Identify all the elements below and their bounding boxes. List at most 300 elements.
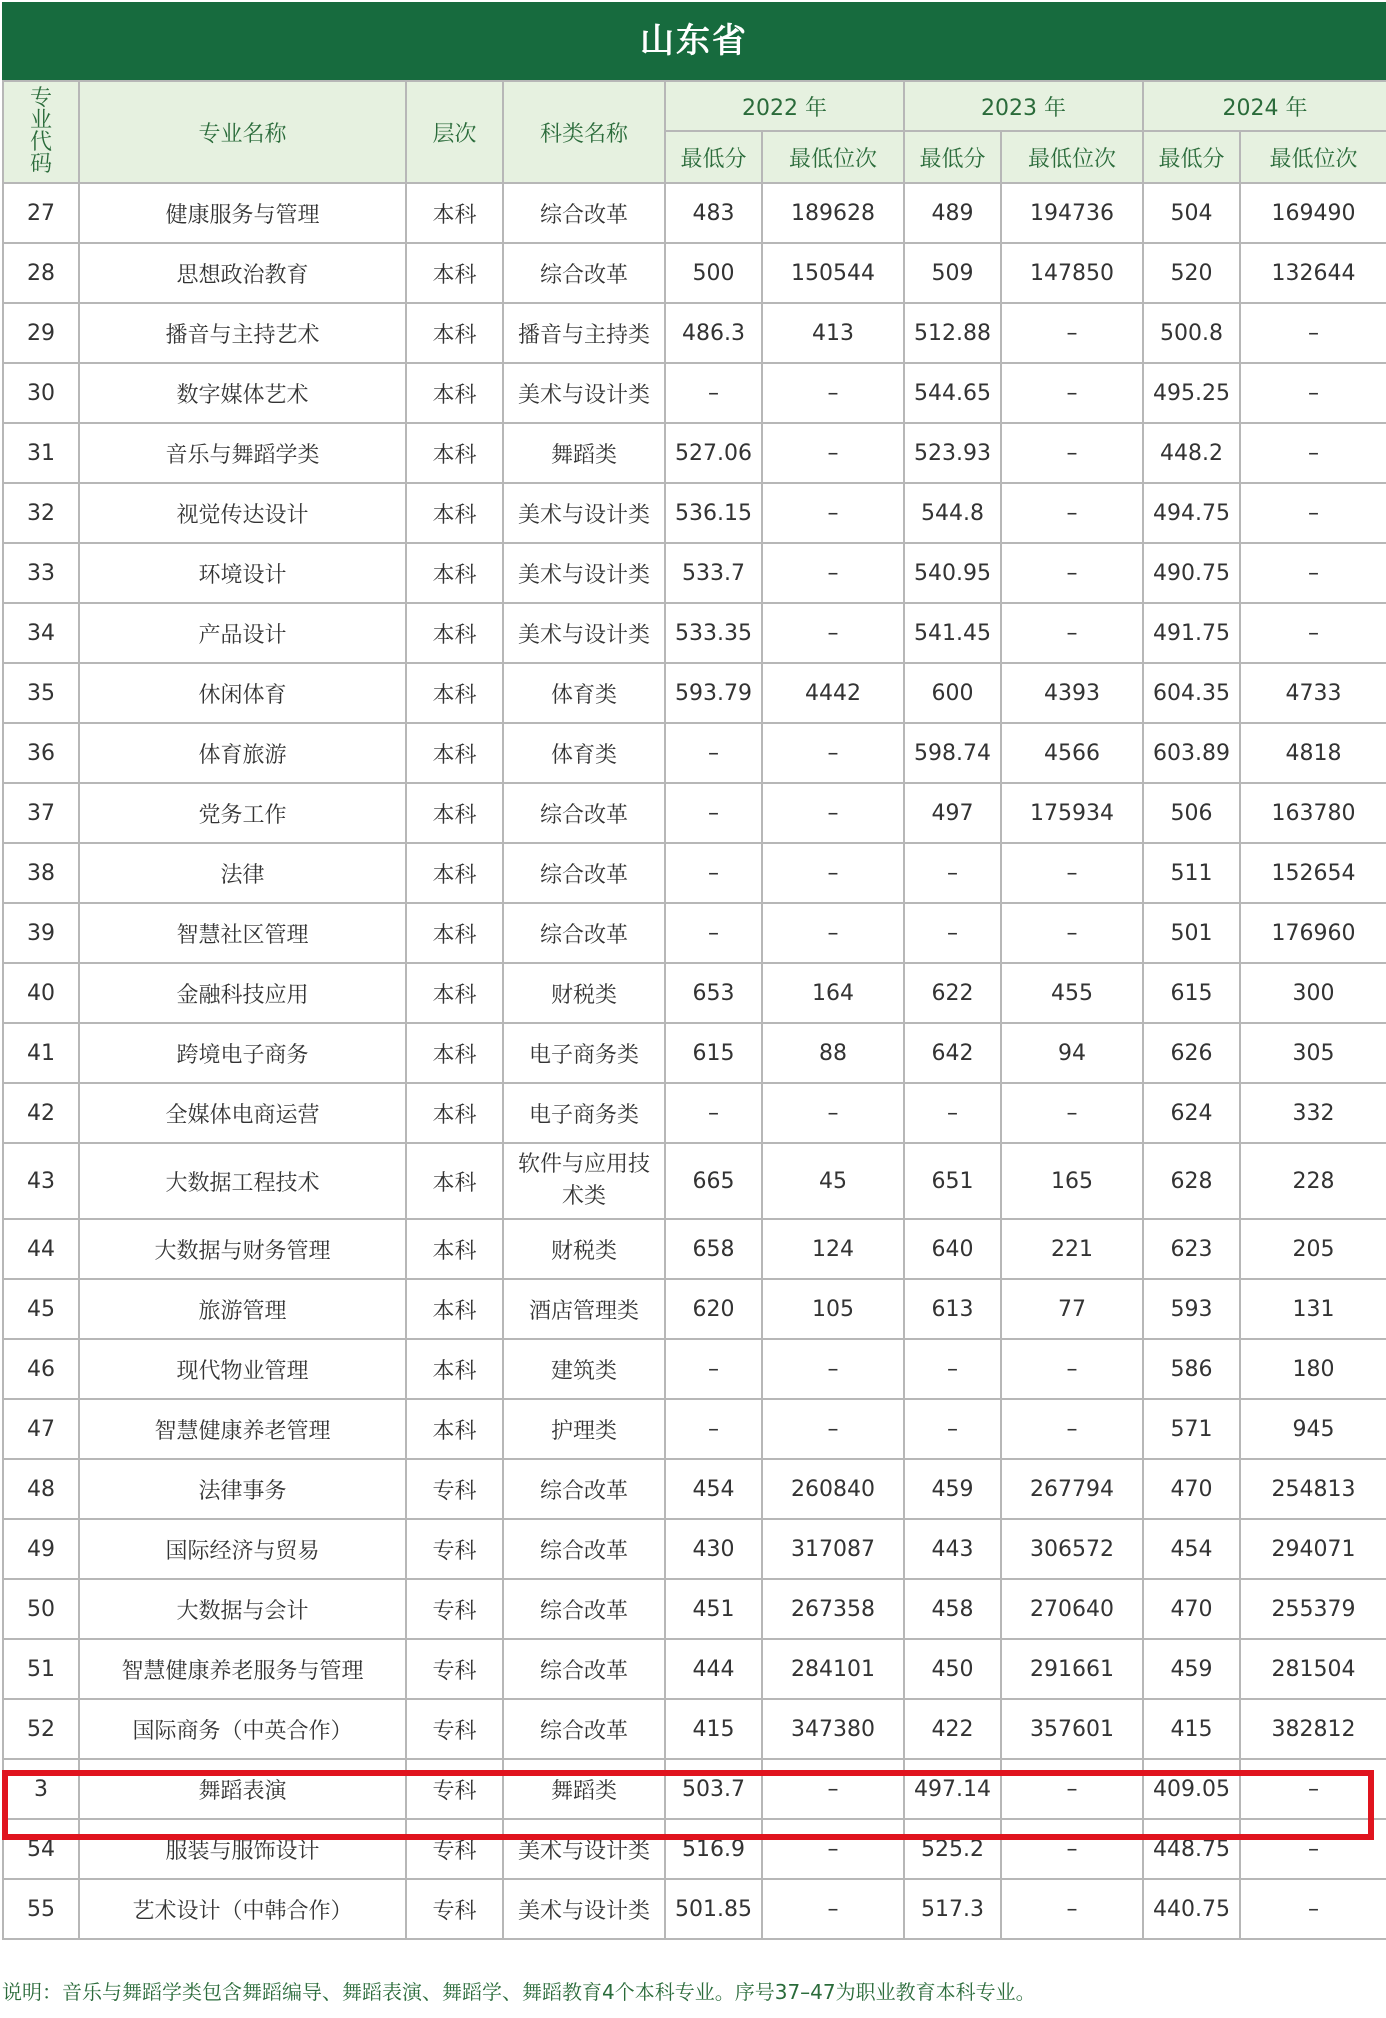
table-row [3,963,1386,1023]
cell-rank-2024: 254813 [1240,1459,1386,1519]
cell-rank-2022: 150544 [762,243,904,303]
cell-major-code: 28 [3,243,79,303]
cell-score-2023: 517.3 [904,1879,1001,1939]
table-row [3,1219,1386,1279]
cell-major-code: 27 [3,183,79,243]
cell-level: 本科 [406,423,503,483]
cell-major-code: 33 [3,543,79,603]
cell-major-name: 现代物业管理 [79,1339,406,1399]
header-year-2022: 2022 年 [665,81,904,131]
cell-category: 综合改革 [503,843,665,903]
cell-rank-2023: 291661 [1001,1639,1143,1699]
cell-score-2024: 603.89 [1143,723,1240,783]
cell-major-name: 智慧健康养老服务与管理 [79,1639,406,1699]
table-body [3,183,1386,1939]
table-row [3,603,1386,663]
cell-major-code: 39 [3,903,79,963]
cell-rank-2022: – [762,363,904,423]
cell-level: 本科 [406,843,503,903]
cell-rank-2023: 4566 [1001,723,1143,783]
cell-rank-2023: – [1001,1759,1143,1819]
cell-rank-2024: 176960 [1240,903,1386,963]
cell-score-2023: 541.45 [904,603,1001,663]
cell-rank-2022: 347380 [762,1699,904,1759]
cell-score-2023: – [904,1083,1001,1143]
cell-score-2022: 500 [665,243,762,303]
cell-major-code: 30 [3,363,79,423]
cell-score-2024: 586 [1143,1339,1240,1399]
cell-rank-2022: – [762,1339,904,1399]
table-row [3,303,1386,363]
cell-score-2022: 503.7 [665,1759,762,1819]
table-row [3,1639,1386,1699]
cell-rank-2023: – [1001,483,1143,543]
cell-rank-2024: 152654 [1240,843,1386,903]
cell-rank-2023: – [1001,1819,1143,1879]
cell-major-name: 国际经济与贸易 [79,1519,406,1579]
cell-major-code: 31 [3,423,79,483]
cell-score-2024: 615 [1143,963,1240,1023]
cell-score-2024: 511 [1143,843,1240,903]
cell-major-name: 产品设计 [79,603,406,663]
cell-major-name: 国际商务（中英合作） [79,1699,406,1759]
cell-score-2022: 665 [665,1143,762,1219]
table-row [3,1519,1386,1579]
cell-major-code: 38 [3,843,79,903]
cell-rank-2022: 284101 [762,1639,904,1699]
table-row [3,483,1386,543]
cell-rank-2023: 147850 [1001,243,1143,303]
cell-rank-2023: 270640 [1001,1579,1143,1639]
cell-rank-2024: 205 [1240,1219,1386,1279]
cell-rank-2023: 94 [1001,1023,1143,1083]
cell-rank-2024: 300 [1240,963,1386,1023]
cell-category: 电子商务类 [503,1083,665,1143]
cell-category: 播音与主持类 [503,303,665,363]
table-row [3,363,1386,423]
cell-category: 护理类 [503,1399,665,1459]
cell-major-name: 跨境电子商务 [79,1023,406,1083]
cell-rank-2023: 77 [1001,1279,1143,1339]
cell-major-code: 35 [3,663,79,723]
cell-score-2023: 443 [904,1519,1001,1579]
cell-major-name: 数字媒体艺术 [79,363,406,423]
header-min-rank: 最低位次 [1240,131,1386,183]
cell-level: 本科 [406,1023,503,1083]
cell-score-2022: – [665,783,762,843]
header-level: 层次 [406,81,503,183]
cell-score-2023: – [904,1399,1001,1459]
cell-level: 本科 [406,783,503,843]
cell-level: 本科 [406,903,503,963]
header-min-rank: 最低位次 [1001,131,1143,183]
table-row [3,1759,1386,1819]
cell-score-2024: 448.2 [1143,423,1240,483]
cell-rank-2022: – [762,843,904,903]
cell-score-2024: 501 [1143,903,1240,963]
cell-score-2024: 571 [1143,1399,1240,1459]
cell-score-2024: 623 [1143,1219,1240,1279]
cell-score-2022: 483 [665,183,762,243]
cell-score-2022: 451 [665,1579,762,1639]
cell-major-code: 54 [3,1819,79,1879]
cell-rank-2022: 267358 [762,1579,904,1639]
cell-major-code: 55 [3,1879,79,1939]
cell-major-code: 45 [3,1279,79,1339]
cell-major-name: 舞蹈表演 [79,1759,406,1819]
cell-rank-2022: 413 [762,303,904,363]
table-row [3,1083,1386,1143]
cell-score-2022: 454 [665,1459,762,1519]
cell-rank-2023: 4393 [1001,663,1143,723]
cell-rank-2022: 45 [762,1143,904,1219]
cell-level: 专科 [406,1459,503,1519]
cell-score-2022: 486.3 [665,303,762,363]
table-row [3,843,1386,903]
cell-score-2022: 658 [665,1219,762,1279]
header-major-name: 专业名称 [79,81,406,183]
table-row [3,723,1386,783]
cell-category: 体育类 [503,723,665,783]
cell-score-2022: 653 [665,963,762,1023]
cell-rank-2024: – [1240,423,1386,483]
cell-major-code: 37 [3,783,79,843]
cell-major-code: 48 [3,1459,79,1519]
cell-major-name: 音乐与舞蹈学类 [79,423,406,483]
cell-score-2024: 520 [1143,243,1240,303]
cell-rank-2023: – [1001,423,1143,483]
cell-rank-2024: 255379 [1240,1579,1386,1639]
cell-major-name: 服装与服饰设计 [79,1819,406,1879]
cell-level: 本科 [406,603,503,663]
cell-score-2023: 651 [904,1143,1001,1219]
cell-rank-2022: – [762,1759,904,1819]
header-year-2024: 2024 年 [1143,81,1386,131]
cell-score-2023: 642 [904,1023,1001,1083]
cell-rank-2022: – [762,1399,904,1459]
cell-category: 综合改革 [503,1639,665,1699]
cell-score-2023: 459 [904,1459,1001,1519]
cell-major-code: 41 [3,1023,79,1083]
cell-category: 美术与设计类 [503,543,665,603]
cell-category: 体育类 [503,663,665,723]
cell-rank-2024: – [1240,1879,1386,1939]
cell-score-2024: 604.35 [1143,663,1240,723]
cell-rank-2022: 4442 [762,663,904,723]
cell-category: 综合改革 [503,783,665,843]
cell-rank-2022: 189628 [762,183,904,243]
header-min-score: 最低分 [1143,131,1240,183]
cell-major-name: 金融科技应用 [79,963,406,1023]
table-row [3,1399,1386,1459]
cell-level: 本科 [406,483,503,543]
cell-score-2023: 497.14 [904,1759,1001,1819]
cell-rank-2022: – [762,1083,904,1143]
cell-category: 舞蹈类 [503,423,665,483]
cell-score-2023: 489 [904,183,1001,243]
cell-level: 本科 [406,663,503,723]
cell-score-2024: 500.8 [1143,303,1240,363]
cell-major-code: 34 [3,603,79,663]
cell-score-2024: 506 [1143,783,1240,843]
cell-rank-2024: 169490 [1240,183,1386,243]
cell-major-name: 大数据工程技术 [79,1143,406,1219]
cell-rank-2022: 88 [762,1023,904,1083]
cell-rank-2024: 163780 [1240,783,1386,843]
cell-score-2023: 540.95 [904,543,1001,603]
cell-rank-2024: 294071 [1240,1519,1386,1579]
header-min-score: 最低分 [904,131,1001,183]
cell-rank-2024: – [1240,603,1386,663]
cell-rank-2023: – [1001,903,1143,963]
cell-major-code: 51 [3,1639,79,1699]
cell-level: 本科 [406,243,503,303]
cell-rank-2023: 194736 [1001,183,1143,243]
cell-rank-2023: – [1001,1339,1143,1399]
cell-major-name: 健康服务与管理 [79,183,406,243]
cell-score-2022: 430 [665,1519,762,1579]
cell-major-name: 党务工作 [79,783,406,843]
cell-category: 美术与设计类 [503,483,665,543]
cell-rank-2024: 332 [1240,1083,1386,1143]
cell-rank-2023: 221 [1001,1219,1143,1279]
cell-level: 本科 [406,1143,503,1219]
cell-score-2022: 527.06 [665,423,762,483]
header-category: 科类名称 [503,81,665,183]
cell-category: 综合改革 [503,903,665,963]
cell-score-2023: 422 [904,1699,1001,1759]
cell-score-2023: 544.8 [904,483,1001,543]
cell-rank-2024: 131 [1240,1279,1386,1339]
cell-score-2023: 450 [904,1639,1001,1699]
cell-category: 美术与设计类 [503,1819,665,1879]
table-row [3,1579,1386,1639]
cell-rank-2022: – [762,603,904,663]
cell-category: 综合改革 [503,1699,665,1759]
cell-major-name: 播音与主持艺术 [79,303,406,363]
cell-major-name: 法律事务 [79,1459,406,1519]
cell-score-2022: 533.35 [665,603,762,663]
table-row [3,1459,1386,1519]
cell-score-2022: – [665,903,762,963]
cell-score-2023: 600 [904,663,1001,723]
cell-rank-2022: – [762,1819,904,1879]
cell-score-2024: 628 [1143,1143,1240,1219]
cell-major-name: 法律 [79,843,406,903]
cell-score-2024: 440.75 [1143,1879,1240,1939]
cell-major-code: 36 [3,723,79,783]
cell-major-code: 49 [3,1519,79,1579]
cell-score-2024: 491.75 [1143,603,1240,663]
table-row [3,1143,1386,1219]
cell-level: 本科 [406,1219,503,1279]
cell-rank-2022: 164 [762,963,904,1023]
cell-score-2023: – [904,903,1001,963]
cell-category: 财税类 [503,963,665,1023]
cell-score-2024: 470 [1143,1579,1240,1639]
cell-major-name: 智慧社区管理 [79,903,406,963]
cell-rank-2022: – [762,903,904,963]
cell-rank-2022: 260840 [762,1459,904,1519]
cell-score-2022: – [665,843,762,903]
cell-rank-2024: – [1240,1819,1386,1879]
cell-major-name: 旅游管理 [79,1279,406,1339]
footnote: 说明：音乐与舞蹈学类包含舞蹈编导、舞蹈表演、舞蹈学、舞蹈教育4个本科专业。序号37–47为职业教育本科专业。 [2,1980,1036,2004]
cell-category: 电子商务类 [503,1023,665,1083]
cell-score-2023: – [904,1339,1001,1399]
cell-rank-2022: – [762,483,904,543]
cell-level: 专科 [406,1579,503,1639]
cell-score-2024: 454 [1143,1519,1240,1579]
cell-level: 本科 [406,723,503,783]
cell-level: 专科 [406,1819,503,1879]
table-row [3,1879,1386,1939]
cell-rank-2023: – [1001,303,1143,363]
cell-rank-2024: 228 [1240,1143,1386,1219]
cell-score-2023: 512.88 [904,303,1001,363]
cell-score-2024: 494.75 [1143,483,1240,543]
cell-score-2023: 497 [904,783,1001,843]
cell-score-2023: 544.65 [904,363,1001,423]
cell-major-code: 52 [3,1699,79,1759]
table-row [3,243,1386,303]
cell-rank-2023: – [1001,1083,1143,1143]
cell-score-2022: – [665,1083,762,1143]
cell-major-code: 43 [3,1143,79,1219]
cell-rank-2022: – [762,423,904,483]
cell-score-2024: 504 [1143,183,1240,243]
cell-level: 本科 [406,303,503,363]
cell-major-code: 42 [3,1083,79,1143]
cell-major-code: 29 [3,303,79,363]
cell-score-2024: 459 [1143,1639,1240,1699]
cell-category: 财税类 [503,1219,665,1279]
cell-rank-2023: – [1001,363,1143,423]
cell-rank-2022: – [762,723,904,783]
cell-score-2022: 620 [665,1279,762,1339]
cell-rank-2023: – [1001,543,1143,603]
cell-level: 本科 [406,183,503,243]
cell-rank-2024: 945 [1240,1399,1386,1459]
cell-score-2022: – [665,723,762,783]
cell-rank-2023: 455 [1001,963,1143,1023]
cell-major-name: 体育旅游 [79,723,406,783]
table-row [3,1023,1386,1083]
header-min-rank: 最低位次 [762,131,904,183]
cell-level: 专科 [406,1639,503,1699]
admission-score-table [2,80,1386,1940]
cell-level: 本科 [406,963,503,1023]
cell-rank-2022: 317087 [762,1519,904,1579]
cell-score-2024: 490.75 [1143,543,1240,603]
cell-category: 软件与应用技术类 [503,1143,665,1219]
cell-score-2023: 613 [904,1279,1001,1339]
cell-category: 综合改革 [503,1459,665,1519]
cell-score-2024: 470 [1143,1459,1240,1519]
cell-score-2024: 448.75 [1143,1819,1240,1879]
cell-rank-2024: – [1240,483,1386,543]
table-row [3,783,1386,843]
cell-score-2022: 615 [665,1023,762,1083]
cell-category: 综合改革 [503,183,665,243]
cell-score-2022: – [665,1399,762,1459]
cell-category: 综合改革 [503,1519,665,1579]
cell-score-2023: – [904,843,1001,903]
cell-category: 酒店管理类 [503,1279,665,1339]
cell-major-code: 40 [3,963,79,1023]
table-row [3,1339,1386,1399]
province-title: 山东省 [2,2,1386,80]
cell-score-2024: 495.25 [1143,363,1240,423]
cell-major-name: 环境设计 [79,543,406,603]
cell-major-name: 全媒体电商运营 [79,1083,406,1143]
cell-major-code: 50 [3,1579,79,1639]
cell-major-name: 智慧健康养老管理 [79,1399,406,1459]
cell-rank-2024: – [1240,363,1386,423]
cell-level: 本科 [406,1279,503,1339]
cell-rank-2024: – [1240,1759,1386,1819]
cell-score-2024: 624 [1143,1083,1240,1143]
cell-category: 建筑类 [503,1339,665,1399]
cell-score-2023: 458 [904,1579,1001,1639]
cell-rank-2024: 4818 [1240,723,1386,783]
cell-major-code: 3 [3,1759,79,1819]
cell-score-2023: 525.2 [904,1819,1001,1879]
cell-rank-2022: – [762,543,904,603]
cell-rank-2024: – [1240,543,1386,603]
cell-rank-2024: 305 [1240,1023,1386,1083]
cell-rank-2023: – [1001,1879,1143,1939]
cell-major-name: 思想政治教育 [79,243,406,303]
cell-rank-2022: – [762,1879,904,1939]
cell-level: 本科 [406,543,503,603]
cell-rank-2023: – [1001,843,1143,903]
cell-level: 专科 [406,1759,503,1819]
cell-rank-2024: 180 [1240,1339,1386,1399]
table-row [3,903,1386,963]
cell-level: 本科 [406,1399,503,1459]
cell-score-2022: 536.15 [665,483,762,543]
cell-rank-2024: 382812 [1240,1699,1386,1759]
cell-rank-2022: 124 [762,1219,904,1279]
cell-major-name: 大数据与财务管理 [79,1219,406,1279]
table-row [3,663,1386,723]
cell-rank-2023: 175934 [1001,783,1143,843]
cell-score-2023: 523.93 [904,423,1001,483]
cell-major-code: 47 [3,1399,79,1459]
cell-level: 本科 [406,363,503,423]
cell-score-2024: 415 [1143,1699,1240,1759]
cell-major-code: 44 [3,1219,79,1279]
cell-level: 本科 [406,1339,503,1399]
cell-category: 美术与设计类 [503,363,665,423]
table-row [3,1279,1386,1339]
cell-score-2022: 533.7 [665,543,762,603]
table-row [3,543,1386,603]
cell-major-code: 32 [3,483,79,543]
table-row [3,1699,1386,1759]
cell-score-2022: 415 [665,1699,762,1759]
header-min-score: 最低分 [665,131,762,183]
cell-rank-2023: 306572 [1001,1519,1143,1579]
cell-category: 舞蹈类 [503,1759,665,1819]
cell-major-name: 视觉传达设计 [79,483,406,543]
header-major-code: 专 业 代 码 [3,81,79,183]
table-row [3,1819,1386,1879]
cell-rank-2024: 4733 [1240,663,1386,723]
cell-major-code: 46 [3,1339,79,1399]
cell-score-2024: 626 [1143,1023,1240,1083]
